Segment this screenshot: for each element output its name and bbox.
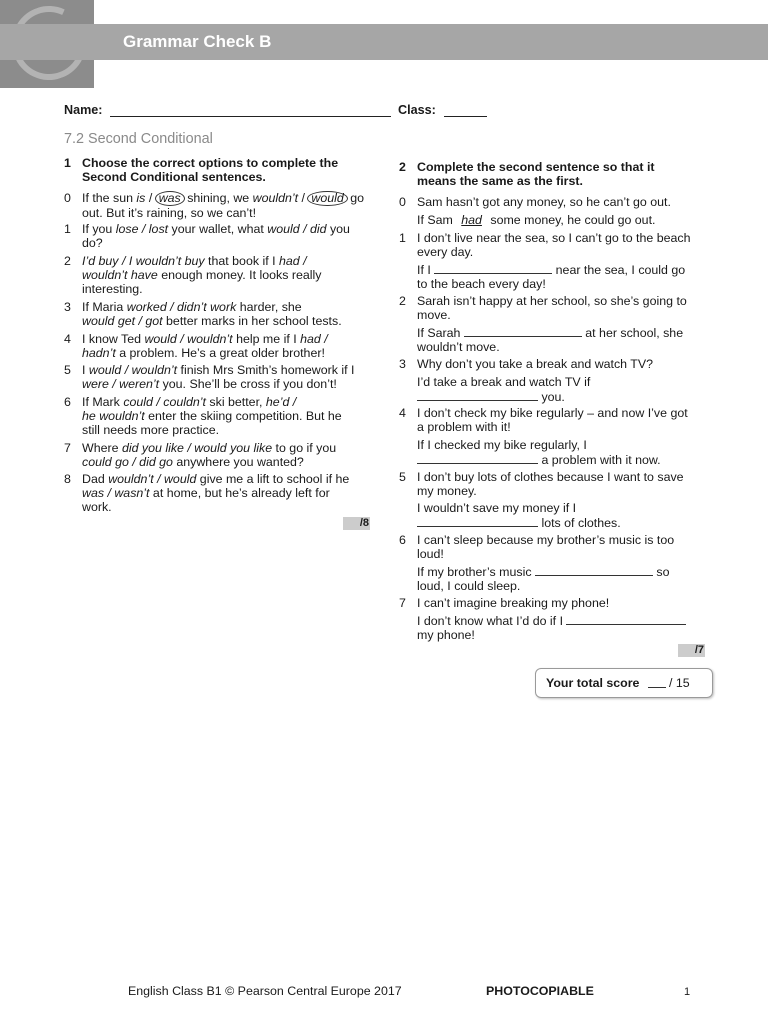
circled-answer: would (307, 191, 347, 206)
footer-copyright: English Class B1 © Pearson Central Europe 2017 (128, 984, 402, 998)
total-score-label: Your total score (546, 676, 640, 690)
answer-blank[interactable] (417, 389, 538, 401)
exercise-2-item-5-answer: I wouldn’t save my money if I lots of clothes. (417, 501, 621, 530)
name-field[interactable] (110, 116, 391, 117)
answer-blank[interactable] (434, 262, 552, 274)
answer-blank[interactable] (417, 515, 538, 527)
exercise-2-item-2-answer: If Sarah at her school, she wouldn’t move. (417, 326, 684, 354)
exercise-2-item-1-answer: If I near the sea, I could go to the beach every day! (417, 263, 686, 291)
header-bar (0, 24, 768, 60)
total-score-max: / 15 (669, 676, 690, 690)
answer-blank[interactable] (566, 613, 686, 625)
class-label: Class: (398, 103, 436, 117)
exercise-2-item-3-answer: I’d take a break and watch TV if you. (417, 375, 591, 404)
class-field[interactable] (444, 116, 487, 117)
answer-blank[interactable] (417, 452, 538, 464)
name-label: Name: (64, 103, 103, 117)
section-title: 7.2 Second Conditional (64, 131, 213, 147)
page-number: 1 (684, 986, 691, 998)
exercise-2-item-7-answer: I don’t know what I’d do if I my phone! (417, 613, 686, 642)
footer-photocopiable: PHOTOCOPIABLE (486, 984, 594, 998)
exercise-2-item-6-answer: If my brother’s music so loud, I could sleep. (417, 565, 670, 593)
exercise-2-item-4-answer: If I checked my bike regularly, I a problem with it now. (417, 438, 661, 467)
total-score-box (535, 668, 713, 698)
exercise-2-score: /7 (678, 644, 705, 657)
answer-blank[interactable] (464, 325, 582, 337)
exercise-2-item-0-answer: If Sam had some money, he could go out. (417, 213, 656, 227)
total-score-blank[interactable] (648, 676, 666, 688)
exercise-1-score: /8 (343, 517, 370, 530)
circled-answer: was (155, 191, 185, 206)
answer-blank[interactable] (535, 564, 653, 576)
page-title: Grammar Check B (123, 32, 272, 51)
